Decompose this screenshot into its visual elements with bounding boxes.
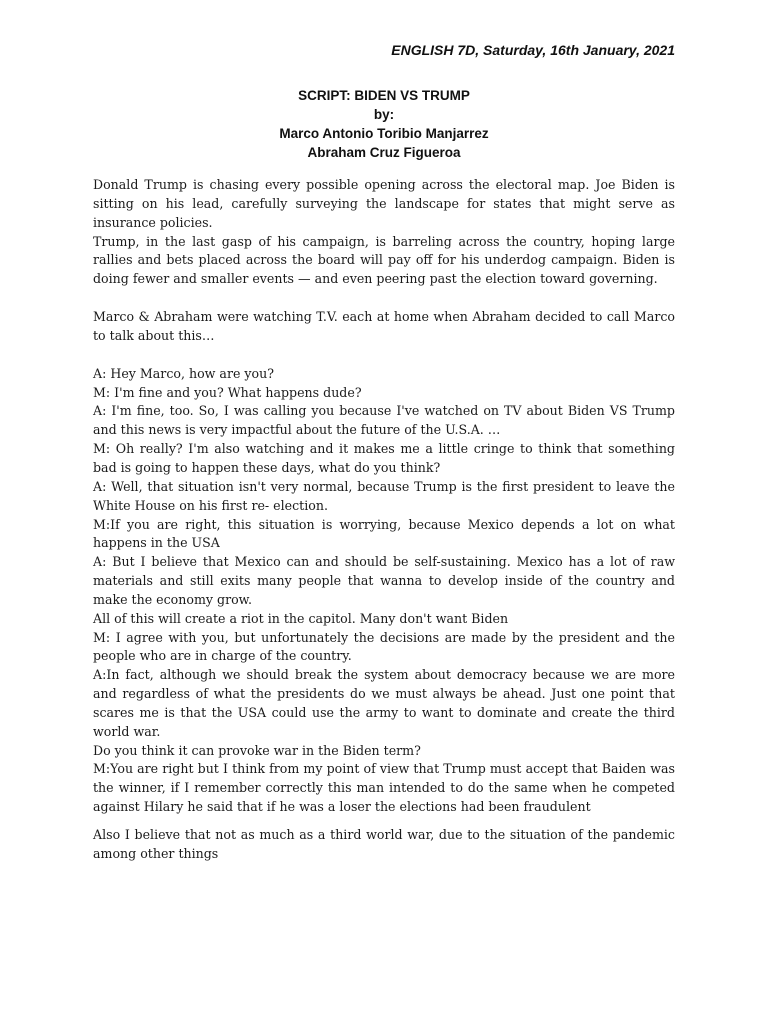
script-title: SCRIPT: BIDEN VS TRUMP <box>298 88 470 103</box>
author-name: Abraham Cruz Figueroa <box>307 145 461 160</box>
scene-paragraph: Marco & Abraham were watching T.V. each at home when Abraham decided to call Marco to talk about this… <box>93 309 675 343</box>
dialogue-line: M:If you are right, this situation is worrying, because Mexico depends a lot on what happens in the USA <box>93 516 675 551</box>
dialogue-line: M: I'm fine and you? What happens dude? <box>93 384 362 400</box>
dialogue-line: Do you think it can provoke war in the Biden term? <box>93 742 421 758</box>
dialogue-line: A: I'm fine, too. So, I was calling you because I've watched on TV about Biden VS Trump and this news is very impactful about the future of the U.S.A. … <box>93 403 675 438</box>
dialogue-line: M: Oh really? I'm also watching and it makes me a little cringe to think that something bad is going to happen these days, what do you think? <box>93 441 675 475</box>
dialogue-line: M:You are right but I think from my point of view that Trump must accept that Baiden was the winner, if I remember correctly this man intended to do the same when he competed against Hilary he said that if he was a loser the elections had been fraudulent <box>93 761 675 815</box>
author-name: Marco Antonio Toribio Manjarrez <box>279 126 489 141</box>
title-block <box>0 86 768 162</box>
dialogue-line: A:In fact, although we should break the system about democracy because we are more and regardless of what the presidents do we must always be ahead. Just one point that scares me is that the USA could use the army to want to dominate and create the third world war. <box>93 667 675 739</box>
intro-paragraph: Donald Trump is chasing every possible opening across the electoral map. Joe Biden is sitting on his lead, carefully surveying the landscape for states that might serve as insurance policies. <box>93 177 675 230</box>
dialogue-line: M: I agree with you, but unfortunately the decisions are made by the president and the people who are in charge of the country. <box>93 629 675 664</box>
dialogue-line: A: But I believe that Mexico can and should be self-sustaining. Mexico has a lot of raw materials and still exits many people that wanna to develop inside of the country and make the economy grow. <box>93 554 675 607</box>
course-date-header: ENGLISH 7D, Saturday, 16th January, 2021 <box>391 42 675 58</box>
by-line: by: <box>373 107 395 122</box>
dialogue-line: All of this will create a riot in the capitol. Many don't want Biden <box>93 610 509 626</box>
document-body <box>93 176 675 864</box>
dialogue-line: A: Well, that situation isn't very normal, because Trump is the first president to leave the White House on his first re- election. <box>93 478 675 513</box>
dialogue-line: A: Hey Marco, how are you? <box>93 365 274 381</box>
closing-paragraph: Also I believe that not as much as a third world war, due to the situation of the pandemic among other things <box>93 827 675 861</box>
intro-paragraph: Trump, in the last gasp of his campaign, is barreling across the country, hoping large rallies and bets placed across the board will pay off for his underdog campaign. Biden is doing fewer and smaller events — and even peering past the election toward governing. <box>93 233 675 287</box>
